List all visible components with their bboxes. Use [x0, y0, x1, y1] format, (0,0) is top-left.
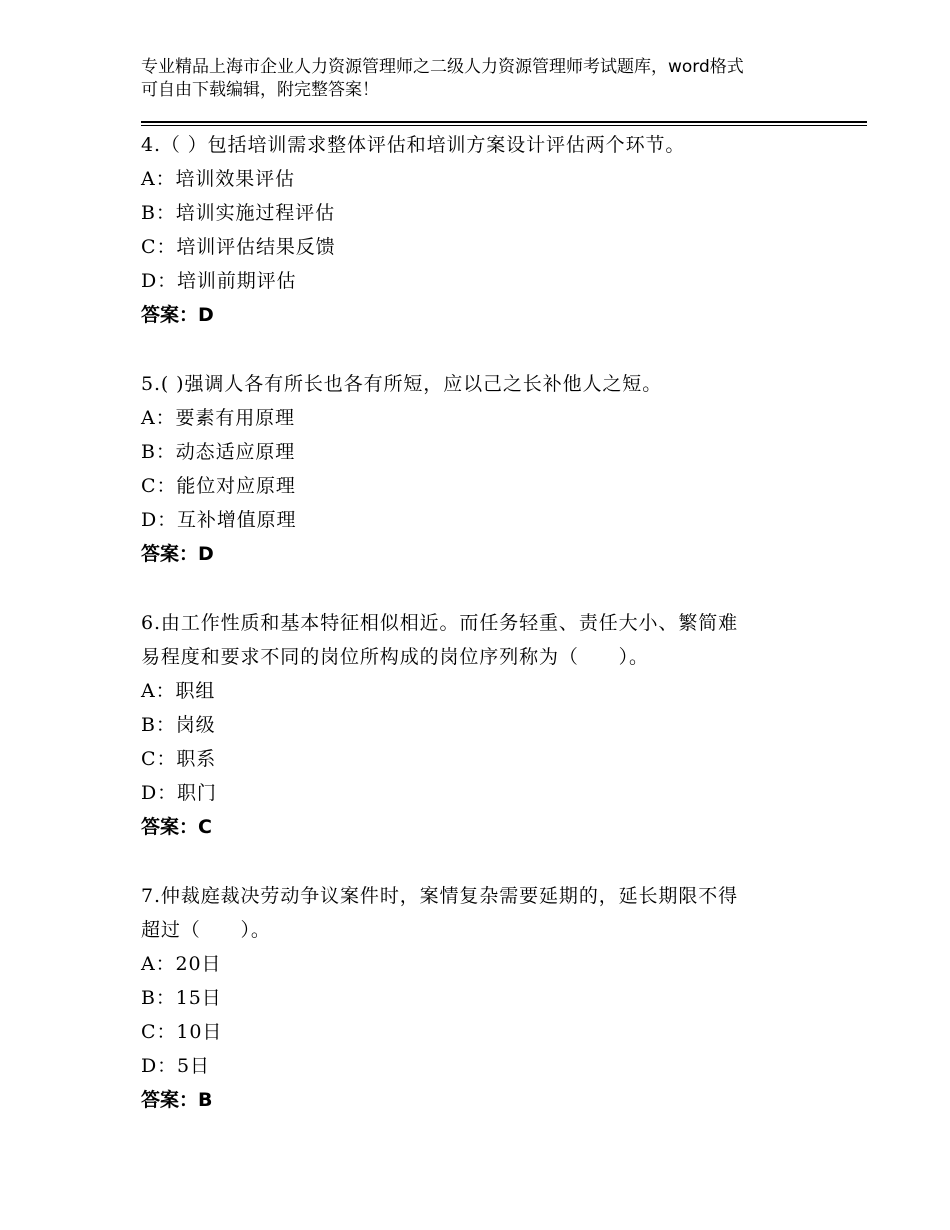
- header-divider-thick: [141, 121, 867, 123]
- question-5: [141, 367, 821, 571]
- option-c: C：职系: [141, 748, 217, 770]
- option-d: D：互补增值原理: [141, 509, 297, 531]
- option-d: D：职门: [141, 782, 217, 804]
- option-a: A：培训效果评估: [141, 168, 295, 190]
- option-b: B：培训实施过程评估: [141, 202, 335, 224]
- question-stem: 6.由工作性质和基本特征相似相近。而任务轻重、责任大小、繁简难: [141, 612, 739, 634]
- option-c: C：10日: [141, 1021, 223, 1043]
- option-d: D：5日: [141, 1055, 210, 1077]
- option-a: A：职组: [141, 680, 216, 702]
- answer: 答案：C: [141, 816, 212, 838]
- option-a: A：要素有用原理: [141, 407, 295, 429]
- header-divider-thin: [141, 125, 867, 126]
- question-stem: 5.( )强调人各有所长也各有所短，应以己之长补他人之短。: [141, 373, 663, 395]
- question-7: [141, 879, 821, 1117]
- question-stem-continued: 超过（ ）。: [141, 919, 271, 941]
- question-spacer: [141, 332, 821, 367]
- question-stem: 4.（ ）包括培训需求整体评估和培训方案设计评估两个环节。: [141, 134, 686, 156]
- question-spacer: [141, 571, 821, 606]
- header-line-2: 可自由下载编辑，附完整答案！: [141, 80, 379, 100]
- option-c: C：培训评估结果反馈: [141, 236, 336, 258]
- question-stem: 7.仲裁庭裁决劳动争议案件时，案情复杂需要延期的，延长期限不得: [141, 885, 739, 907]
- answer: 答案：D: [141, 543, 214, 565]
- answer: 答案：D: [141, 304, 214, 326]
- option-c: C：能位对应原理: [141, 475, 296, 497]
- question-list: [141, 128, 821, 1117]
- option-b: B：岗级: [141, 714, 216, 736]
- option-b: B：15日: [141, 987, 222, 1009]
- document-header: [141, 56, 821, 102]
- question-6: [141, 606, 821, 844]
- question-stem-continued: 易程度和要求不同的岗位所构成的岗位序列称为（ ）。: [141, 646, 649, 668]
- answer: 答案：B: [141, 1089, 213, 1111]
- question-spacer: [141, 844, 821, 879]
- question-4: [141, 128, 821, 332]
- header-line-1: 专业精品上海市企业人力资源管理师之二级人力资源管理师考试题库，word格式: [141, 57, 744, 77]
- option-a: A：20日: [141, 953, 222, 975]
- option-b: B：动态适应原理: [141, 441, 296, 463]
- option-d: D：培训前期评估: [141, 270, 297, 292]
